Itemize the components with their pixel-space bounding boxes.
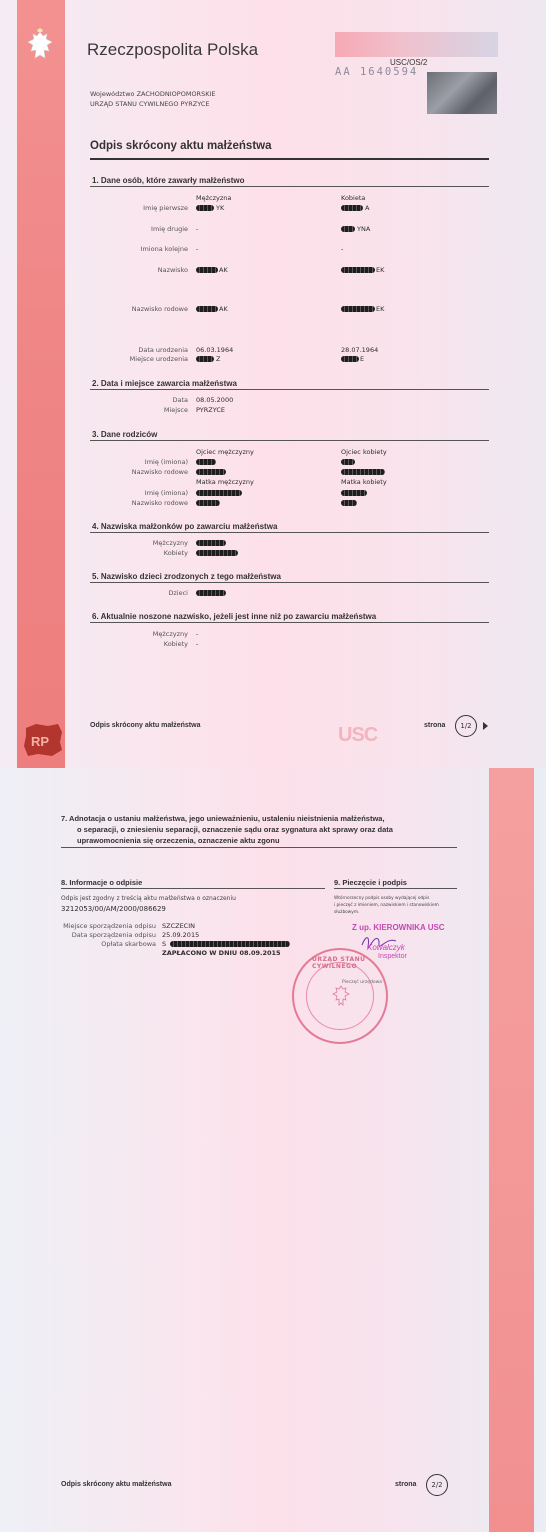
section-3-heading: 3. Dane rodziców <box>92 430 158 439</box>
section-9-heading: 9. Pieczęcie i podpis <box>334 878 407 887</box>
column-woman: Kobieta <box>341 194 366 202</box>
man-birth-place: Z <box>216 355 221 363</box>
section-divider <box>90 622 489 623</box>
seal-text: URZĄD STANU CYWILNEGO <box>312 956 366 970</box>
redaction-mark <box>196 306 218 312</box>
footer-title: Odpis skrócony aktu małżeństwa <box>61 1481 172 1488</box>
woman-first-name: A <box>365 204 370 212</box>
redaction-mark <box>196 500 220 506</box>
series-color-box <box>335 32 498 57</box>
label-children: Dzieci <box>168 589 188 597</box>
mother-woman-header: Matka kobiety <box>341 478 387 486</box>
redaction-mark <box>341 490 367 496</box>
odpis-intro: Odpis jest zgodny z treścią aktu małżeństwa o oznaczeniu <box>61 895 236 902</box>
section-5-heading: 5. Nazwisko dzieci zrodzonych z tego małżeństwa <box>92 572 281 581</box>
page-number: 1/2 <box>455 715 477 737</box>
redaction-mark <box>196 205 214 211</box>
man-surname: AK <box>219 266 228 274</box>
label-second-name: Imię drugie <box>151 225 188 233</box>
signature-note-1: Wtórnorzecny podpis osoby wydającej odpis <box>334 896 430 901</box>
label-issue-date: Data sporządzenia odpisu <box>71 931 156 939</box>
label-birth-place: Miejsce urodzenia <box>129 355 188 363</box>
next-arrow-icon <box>483 722 488 730</box>
label-marriage-date: Data <box>172 396 188 404</box>
section-divider <box>334 888 457 889</box>
man-current-name: - <box>196 630 199 638</box>
label-marriage-place: Miejsce <box>163 406 188 414</box>
redaction-mark <box>196 267 218 273</box>
woman-birth-date: 28.07.1964 <box>341 346 379 354</box>
label-parent-family: Nazwisko rodowe <box>131 499 188 507</box>
man-next-names: - <box>196 245 199 253</box>
label-woman-after: Kobiety <box>163 549 188 557</box>
seal-eagle-icon <box>329 983 353 1011</box>
redaction-mark <box>196 490 242 496</box>
redaction-mark <box>341 306 375 312</box>
section-7-line-3: uprawomocnienia się orzeczenia, oznaczenie aktu zgonu <box>77 836 280 845</box>
redaction-mark <box>196 540 226 546</box>
red-side-band <box>489 768 534 1532</box>
redaction-mark <box>196 356 214 362</box>
label-woman-current: Kobiety <box>163 640 188 648</box>
official-stamp-line-2: Kowalczyk <box>367 943 405 952</box>
act-identifier: 3212053/00/AM/2000/086629 <box>61 905 166 913</box>
redaction-mark <box>170 941 290 947</box>
label-next-names: Imiona kolejne <box>140 245 188 253</box>
redaction-mark <box>341 226 355 232</box>
label-family-name: Nazwisko rodowe <box>131 305 188 313</box>
security-hologram <box>427 72 497 114</box>
form-code: USC/OS/2 <box>390 58 428 67</box>
signature-note-2: i pieczęć z imieniem, nazwiskiem i stanowiskiem <box>334 903 439 908</box>
label-parent-names: Imię (imiona) <box>144 489 188 497</box>
man-birth-date: 06.03.1964 <box>196 346 234 354</box>
marriage-place: PYRZYCE <box>196 406 225 414</box>
redaction-mark <box>196 469 226 475</box>
column-man: Mężczyzna <box>196 194 232 202</box>
redaction-mark <box>196 590 226 596</box>
document-page-2 <box>0 768 546 1532</box>
seal-inner-ring <box>306 962 374 1030</box>
issue-place: SZCZECIN <box>162 922 195 930</box>
issue-date: 25.09.2015 <box>162 931 200 939</box>
country-title: Rzeczpospolita Polska <box>87 40 259 59</box>
polish-eagle-emblem <box>22 28 58 72</box>
redaction-mark <box>341 205 363 211</box>
mother-man-header: Matka mężczyzny <box>196 478 254 486</box>
rp-map-logo <box>22 722 64 758</box>
page-number: 2/2 <box>426 1474 448 1496</box>
section-divider <box>61 847 457 848</box>
woman-current-name: - <box>196 640 199 648</box>
voivodeship: Województwo ZACHODNIOPOMORSKIE <box>90 90 216 98</box>
woman-second-name: YNA <box>357 225 371 233</box>
man-second-name: - <box>196 225 199 233</box>
section-6-heading: 6. Aktualnie noszone nazwisko, jeżeli jest inne niż po zawarciu małżeństwa <box>92 612 377 621</box>
section-divider <box>90 582 489 583</box>
redaction-mark <box>196 550 238 556</box>
man-first-name: YK <box>216 204 225 212</box>
label-first-name: Imię pierwsze <box>143 204 188 212</box>
label-stamp-fee: Opłata skarbowa <box>101 940 156 948</box>
label-parent-family: Nazwisko rodowe <box>131 468 188 476</box>
redaction-mark <box>341 267 375 273</box>
label-birth-date: Data urodzenia <box>138 346 188 354</box>
label-surname: Nazwisko <box>157 266 188 274</box>
official-round-seal <box>292 948 388 1044</box>
redaction-mark <box>341 469 385 475</box>
label-man-after: Mężczyzny <box>152 539 188 547</box>
man-family-name: AK <box>219 305 228 313</box>
woman-family-name: EK <box>376 305 385 313</box>
redaction-mark <box>341 356 359 362</box>
rp-logo-text: RP <box>31 734 50 749</box>
usc-watermark-logo: USC <box>338 724 378 746</box>
page-word: strona <box>395 1481 417 1488</box>
father-man-header: Ojciec mężczyzny <box>196 448 254 456</box>
father-woman-header: Ojciec kobiety <box>341 448 387 456</box>
section-2-heading: 2. Data i miejsce zawarcia małżeństwa <box>92 379 237 388</box>
label-man-current: Mężczyzny <box>152 630 188 638</box>
section-divider <box>61 888 325 889</box>
woman-next-names: - <box>341 245 344 253</box>
fee-paid-note: ZAPŁACONO W DNIU 08.09.2015 <box>162 949 281 957</box>
office-name: URZĄD STANU CYWILNEGO PYRZYCE <box>90 100 210 108</box>
signature-note-3: służbowym. <box>334 910 360 915</box>
page-word: strona <box>424 722 446 729</box>
section-divider <box>90 186 489 187</box>
section-divider <box>90 440 489 441</box>
official-stamp-line-3: Inspektor <box>378 953 407 960</box>
redaction-mark <box>341 459 355 465</box>
footer-title: Odpis skrócony aktu małżeństwa <box>90 722 201 729</box>
redaction-mark <box>341 500 357 506</box>
section-8-heading: 8. Informacje o odpisie <box>61 878 143 887</box>
title-underline <box>90 158 489 160</box>
section-1-heading: 1. Dane osób, które zawarły małżeństwo <box>92 176 245 185</box>
red-side-band <box>17 0 65 768</box>
stamp-fee-prefix: S <box>162 940 167 948</box>
section-4-heading: 4. Nazwiska małżonków po zawarciu małżeństwa <box>92 522 278 531</box>
woman-birth-place: E <box>360 355 365 363</box>
marriage-date: 08.05.2000 <box>196 396 234 404</box>
official-stamp-line-1: Z up. KIEROWNIKA USC <box>352 923 445 932</box>
section-7-line-2: o separacji, o zniesieniu separacji, oznaczenie sądu oraz sygnatura akt sprawy oraz data <box>77 825 393 834</box>
section-7-line-1: 7. Adnotacja o ustaniu małżeństwa, jego unieważnieniu, ustaleniu nieistnienia małżeństwa, <box>61 814 385 823</box>
seal-caption: Pieczęć urzędowa <box>342 980 383 985</box>
document-title: Odpis skrócony aktu małżeństwa <box>90 140 272 152</box>
serial-number: AA 1640594 <box>335 66 419 78</box>
section-divider <box>90 389 489 390</box>
label-issue-place: Miejsce sporządzenia odpisu <box>63 922 156 930</box>
label-parent-names: Imię (imiona) <box>144 458 188 466</box>
redaction-mark <box>196 459 216 465</box>
section-divider <box>90 532 489 533</box>
woman-surname: EK <box>376 266 385 274</box>
